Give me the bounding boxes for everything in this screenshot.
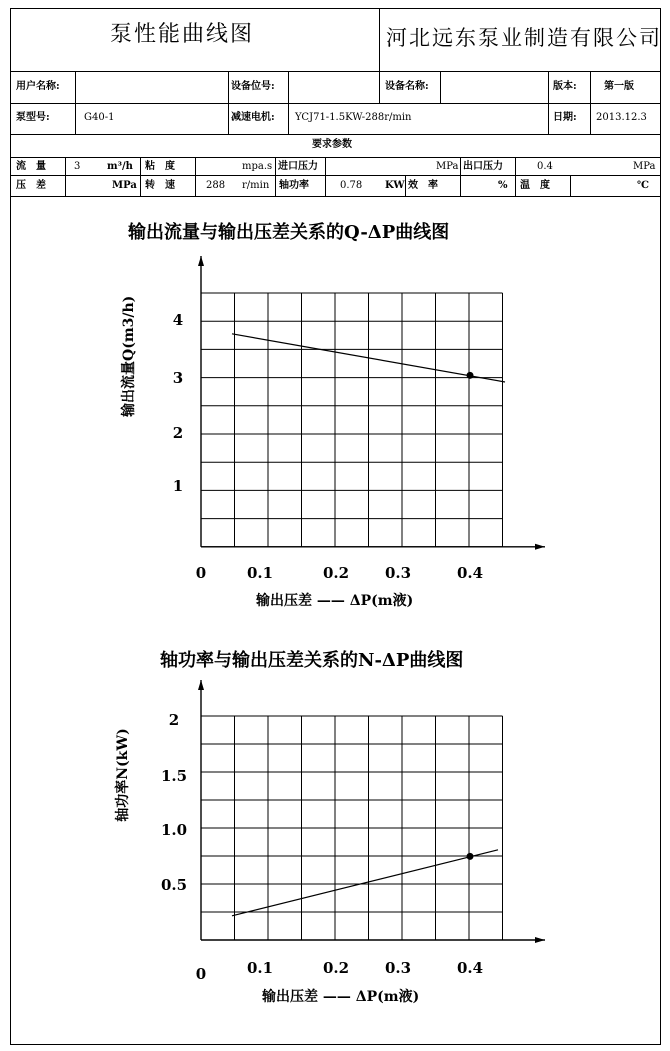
version-value: 第一版 bbox=[604, 81, 634, 92]
version-label: 版本: bbox=[553, 81, 577, 92]
temperature-unit: ℃ bbox=[637, 180, 649, 191]
chart1-title: 输出流量与输出压差关系的Q-ΔP曲线图 bbox=[128, 222, 450, 243]
efficiency-label: 效 率 bbox=[408, 180, 438, 191]
outlet-pressure-value: 0.4 bbox=[537, 161, 553, 172]
chart1-x-axis-arrow bbox=[535, 544, 545, 550]
user-label: 用户名称: bbox=[16, 81, 60, 92]
chart1-ylabel: 输出流量Q(m3/h) bbox=[121, 295, 137, 417]
shaft-power-unit: KW bbox=[385, 180, 405, 191]
pressure-diff-unit: MPa bbox=[112, 180, 137, 191]
flow-value: 3 bbox=[74, 161, 81, 172]
speed-unit: r/min bbox=[242, 180, 270, 191]
chart2-y-tick-label: 2 bbox=[168, 711, 180, 729]
shaft-power-label: 轴功率 bbox=[279, 180, 309, 191]
chart2-y-tick-label: 1.5 bbox=[160, 767, 188, 785]
chart1-y-tick-label: 1 bbox=[172, 477, 184, 495]
chart2-y-tick-label: 0.5 bbox=[160, 876, 188, 894]
chart1-x-tick-label: 0.1 bbox=[246, 564, 274, 582]
chart1-y-tick-label: 4 bbox=[172, 311, 184, 329]
speed-value: 288 bbox=[206, 180, 226, 191]
position-label: 设备位号: bbox=[231, 81, 275, 92]
date-label: 日期: bbox=[553, 112, 577, 123]
chart2-series-line bbox=[232, 850, 498, 916]
chart2-x-tick-label: 0.4 bbox=[456, 959, 484, 977]
chart1-y-tick-label: 3 bbox=[172, 369, 184, 387]
flow-unit: m³/h bbox=[107, 161, 133, 172]
outlet-pressure-label: 出口压力 bbox=[463, 161, 503, 172]
chart2-xlabel: 输出压差 —— ΔP(m液) bbox=[262, 989, 420, 1005]
viscosity-label: 粘 度 bbox=[145, 161, 175, 172]
inlet-pressure-label: 进口压力 bbox=[278, 161, 318, 172]
outlet-pressure-unit: MPa bbox=[633, 161, 656, 172]
model-value: G40-1 bbox=[84, 112, 115, 123]
chart2-ylabel: 轴功率N(kW) bbox=[115, 728, 131, 822]
date-value: 2013.12.3 bbox=[596, 112, 647, 123]
chart2-title: 轴功率与输出压差关系的N-ΔP曲线图 bbox=[160, 650, 464, 671]
inlet-pressure-unit: MPa bbox=[436, 161, 459, 172]
efficiency-unit: % bbox=[498, 180, 508, 191]
motor-value: YCJ71-1.5KW-288r/min bbox=[295, 112, 412, 123]
chart2-y-axis-arrow bbox=[198, 680, 204, 690]
speed-label: 转 速 bbox=[145, 180, 175, 191]
company-name: 河北远东泵业制造有限公司 bbox=[386, 26, 662, 50]
chart2-x-tick-label: 0.1 bbox=[246, 959, 274, 977]
chart2-x-tick-label: 0.2 bbox=[322, 959, 350, 977]
pressure-diff-label: 压 差 bbox=[16, 180, 46, 191]
temperature-label: 温 度 bbox=[520, 180, 550, 191]
viscosity-unit: mpa.s bbox=[242, 161, 273, 172]
chart1-x-tick-label: 0 bbox=[195, 564, 207, 582]
chart2-x-tick-label: 0.3 bbox=[384, 959, 412, 977]
shaft-power-value: 0.78 bbox=[340, 180, 363, 191]
chart1-xlabel: 输出压差 —— ΔP(m液) bbox=[256, 593, 414, 609]
chart1-x-tick-label: 0.3 bbox=[384, 564, 412, 582]
chart2-x-axis-arrow bbox=[535, 937, 545, 943]
chart1-y-axis-arrow bbox=[198, 256, 204, 266]
equip-label: 设备名称: bbox=[385, 81, 429, 92]
sheet-title: 泵性能曲线图 bbox=[110, 22, 255, 47]
chart2-operating-point bbox=[467, 853, 474, 860]
model-label: 泵型号: bbox=[16, 112, 50, 123]
chart2-x-tick-label: 0 bbox=[195, 965, 207, 983]
flow-label: 流 量 bbox=[16, 161, 46, 172]
motor-label: 减速电机: bbox=[231, 112, 275, 123]
chart1-operating-point bbox=[467, 372, 474, 379]
chart2-y-tick-label: 1.0 bbox=[160, 821, 188, 839]
required-params-label: 要求参数 bbox=[312, 139, 352, 150]
chart1-x-tick-label: 0.2 bbox=[322, 564, 350, 582]
chart1-y-tick-label: 2 bbox=[172, 424, 184, 442]
chart1-x-tick-label: 0.4 bbox=[456, 564, 484, 582]
